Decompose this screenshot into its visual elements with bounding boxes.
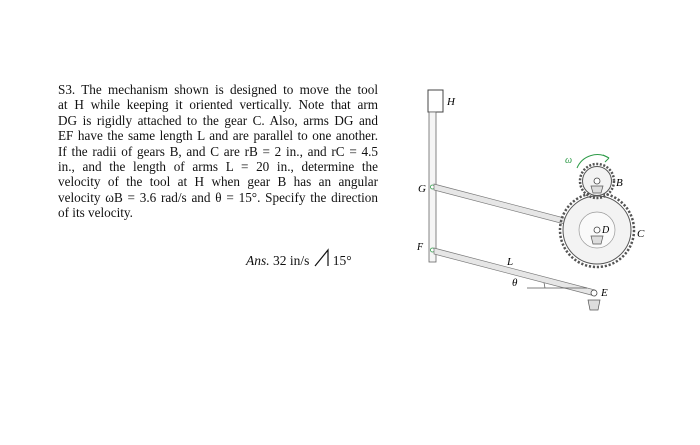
mechanism-figure	[395, 78, 665, 328]
label-h: H	[447, 96, 455, 108]
theta-arc	[544, 283, 545, 288]
angle-symbol-icon	[313, 248, 333, 268]
problem-line: at H while keeping it oriented vertically. Note that arm	[58, 97, 378, 113]
problem-statement	[58, 82, 378, 221]
label-f: F	[417, 242, 424, 253]
problem-line: If the radii of gears B, and C are rB = 2 in., and rC = 4.5	[58, 143, 378, 159]
tool-h-box	[428, 90, 443, 112]
label-omega: ω	[565, 155, 573, 166]
support-d	[591, 236, 603, 244]
problem-line: EF have the same length L and are parallel to one another.	[58, 128, 378, 144]
label-l: L	[507, 256, 514, 268]
label-theta: θ	[512, 277, 518, 289]
label-d: D	[602, 225, 610, 236]
support-b	[591, 186, 603, 193]
label-e: E	[601, 287, 608, 299]
problem-line: of its velocity.	[58, 205, 133, 221]
answer-prefix: Ans.	[246, 253, 270, 268]
label-b: B	[616, 177, 623, 189]
answer-value: 32 in/s	[273, 253, 310, 268]
pin-e	[591, 290, 597, 296]
problem-line: velocity of the tool at H when gear B has an angular	[58, 174, 378, 190]
answer-angle: 15°	[332, 253, 352, 268]
problem-line: in., and the length of arms L = 20 in., determine the	[58, 159, 378, 175]
problem-line: S3. The mechanism shown is designed to move the tool	[58, 82, 378, 97]
pin-d	[594, 227, 600, 233]
answer	[246, 248, 352, 269]
label-c: C	[637, 228, 645, 240]
label-g: G	[418, 183, 426, 195]
support-e	[588, 300, 600, 310]
pin-b	[594, 178, 600, 184]
problem-line: DG is rigidly attached to the gear C. Also, arms DG and	[58, 112, 378, 128]
problem-line: velocity ωB = 3.6 rad/s and θ = 15°. Specify the direction	[58, 189, 378, 205]
